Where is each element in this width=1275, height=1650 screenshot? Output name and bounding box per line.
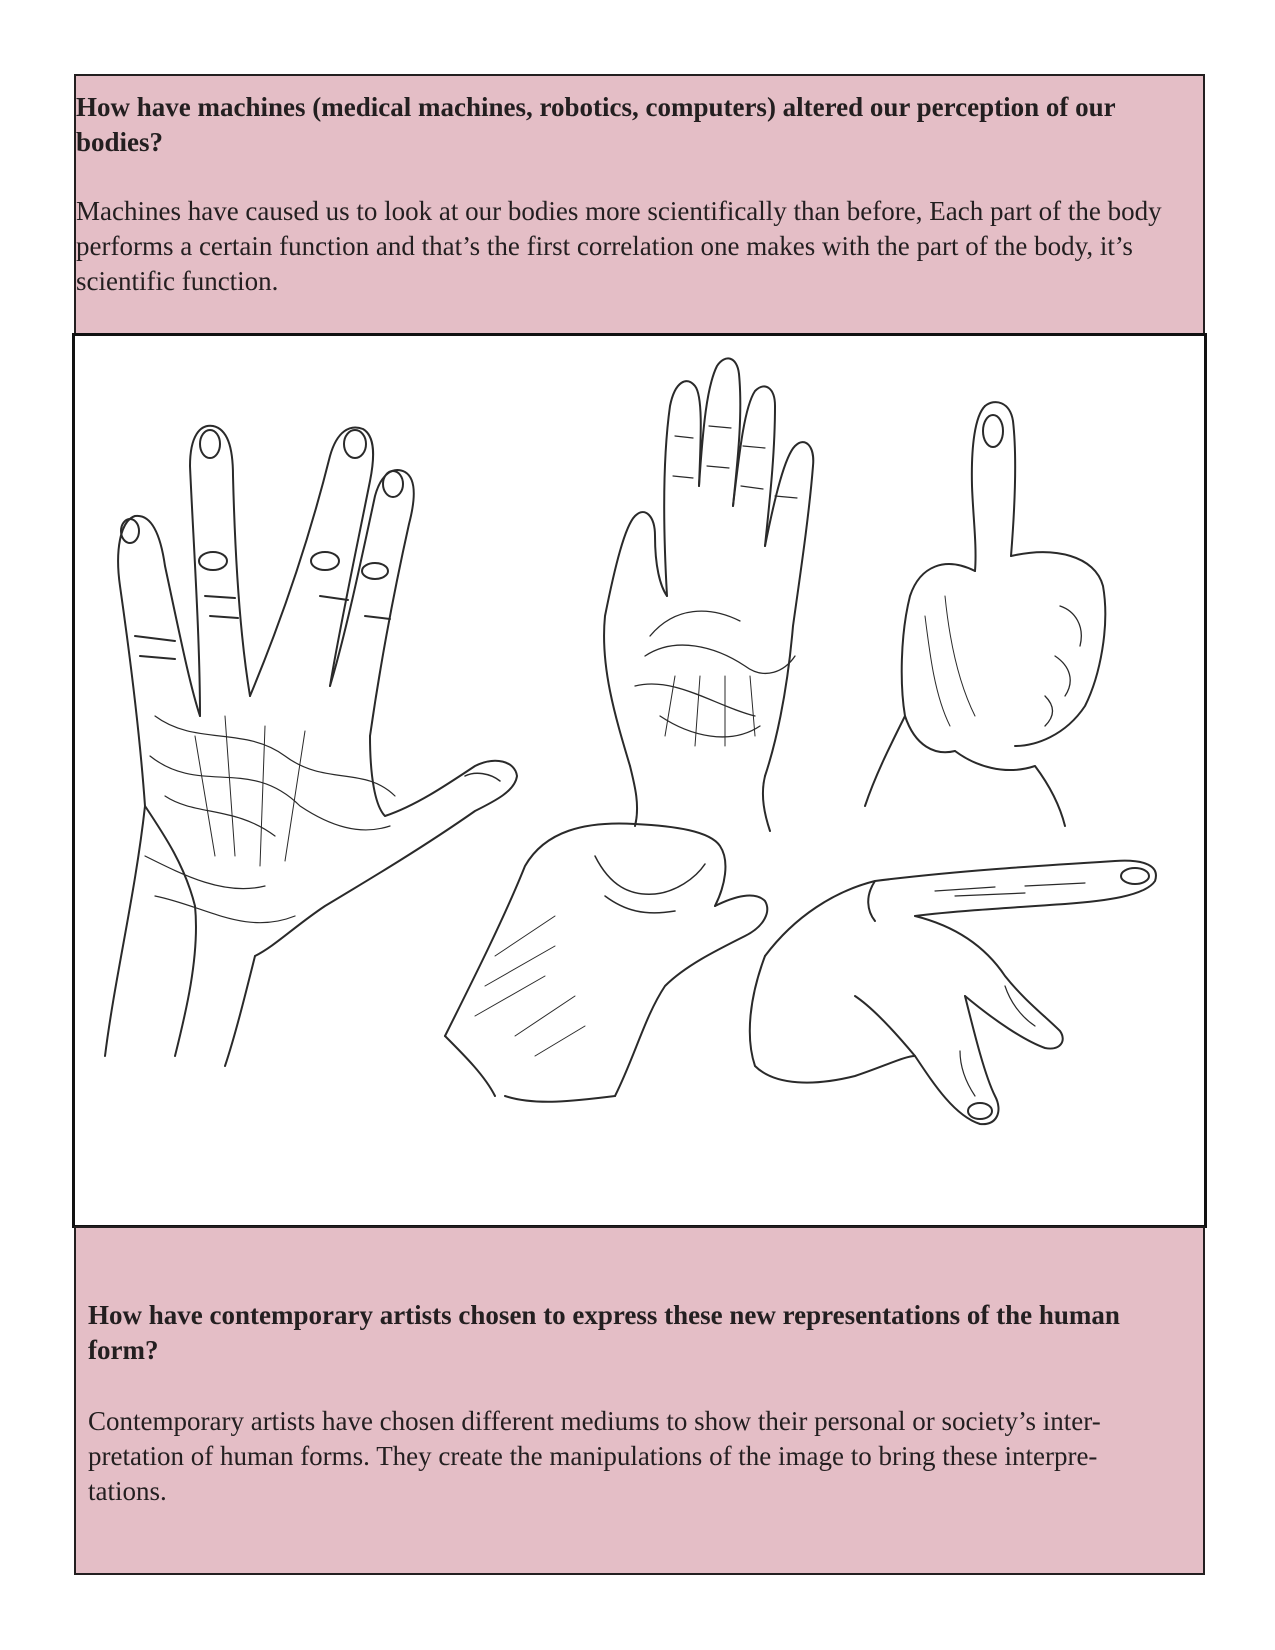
hand-sketches-svg bbox=[75, 336, 1204, 1225]
hand-sketch-finger-raised bbox=[865, 402, 1105, 826]
answer-text-machines: Machines have caused us to look at our bodies more scientifically than before, Each part of the body performs a certain function and that’s the first correlation one makes with the part of the body, it’s scientific function. bbox=[76, 196, 1162, 296]
hand-sketch-pointing bbox=[750, 861, 1156, 1125]
question-heading-machines: How have machines (medical machines, robotics, computers) altered our perception of our bodies? bbox=[76, 92, 1116, 157]
hand-sketch-fist bbox=[445, 823, 767, 1101]
hand-sketches-illustration bbox=[72, 333, 1207, 1228]
hand-sketch-palm bbox=[604, 358, 813, 831]
question-box-artists bbox=[74, 1226, 1205, 1575]
hand-sketch-spread bbox=[105, 426, 517, 1066]
question-box-machines bbox=[74, 74, 1205, 336]
question-heading-artists: How have contemporary artists chosen to express these new representations of the human form? bbox=[88, 1300, 1120, 1365]
answer-text-artists: Contemporary artists have chosen different mediums to show their personal or society’s inter-pretation of human forms. They create the manipulations of the image to bring these interpre-tations. bbox=[88, 1406, 1101, 1506]
